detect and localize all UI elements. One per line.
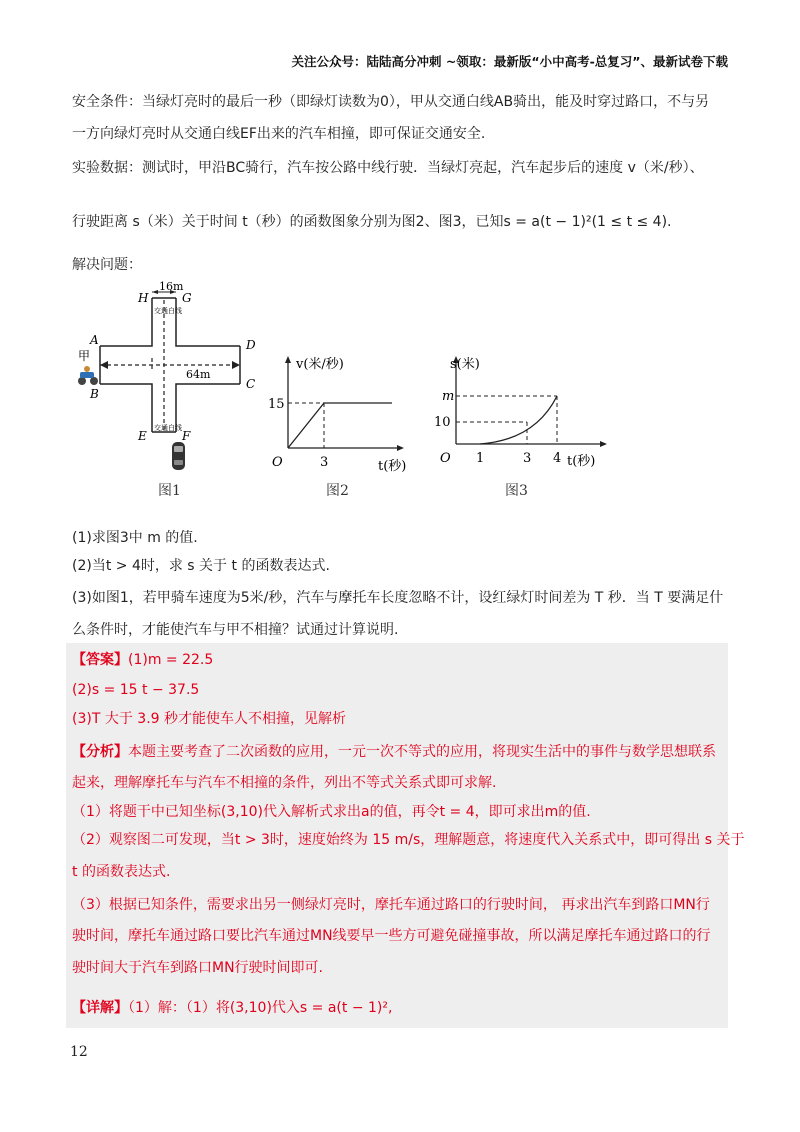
section-heading: 解决问题： bbox=[72, 257, 142, 273]
figure-3-distance-graph bbox=[430, 348, 620, 478]
fig2-x-axis-label: t(秒) bbox=[378, 459, 407, 474]
text-line: 行驶距离 s（米）关于时间 t（秒）的函数图象分别为图2、图3，已知s = a(t − 1)²(1 ≤ t ≤ 4). bbox=[72, 214, 672, 230]
question-3-line-2: 么条件时，才能使汽车与甲不相撞？试通过计算说明. bbox=[72, 622, 399, 638]
text-line: 安全条件：当绿灯亮时的最后一秒（即绿灯读数为0），甲从交通白线AB骑出，能及时穿过路口，不与另 bbox=[72, 94, 710, 110]
page-header: 关注公众号：陆陆高分冲刺 ~领取：最新版“小中高考-总复习”、最新试卷下载 bbox=[291, 54, 728, 69]
car-icon bbox=[172, 442, 185, 470]
fig1-label-G: G bbox=[182, 291, 192, 305]
figure-1-crossroad bbox=[70, 280, 270, 480]
analysis-text-2: 起来，理解摩托车与汽车不相撞的条件，列出不等式关系式即可求解. bbox=[72, 775, 497, 791]
fig2-y-tick: 15 bbox=[268, 397, 285, 412]
text-line: 实验数据：测试时，甲沿BC骑行，汽车按公路中线行驶．当绿灯亮起，汽车起步后的速度 v（米/秒）、 bbox=[72, 160, 704, 176]
fig1-label-A: A bbox=[90, 333, 99, 347]
fig3-caption: 图3 bbox=[505, 483, 528, 499]
analysis-point-1: （1）将题干中已知坐标(3,10)代入解析式求出a的值，再令t = 4，即可求出m的值. bbox=[72, 804, 591, 820]
fig2-y-axis-label: v(米/秒) bbox=[296, 357, 344, 372]
fig3-y-tick-m: m bbox=[442, 389, 455, 404]
fig1-label-F: F bbox=[182, 429, 191, 443]
detail-tag: 【详解】 bbox=[72, 1000, 128, 1016]
page-number: 12 bbox=[70, 1044, 88, 1060]
analysis-point-2b: t 的函数表达式. bbox=[72, 864, 171, 880]
answer-tag: 【答案】 bbox=[72, 652, 128, 668]
analysis-point-3a: （3）根据已知条件，需要求出另一侧绿灯亮时，摩托车通过路口的行驶时间， 再求出汽车到路口MN行 bbox=[72, 897, 710, 913]
analysis-point-3b: 驶时间，摩托车通过路口要比汽车通过MN线要早一些方可避免碰撞事故，所以满足摩托车通过路口的行 bbox=[72, 928, 711, 944]
text-line: 一方向绿灯亮时从交通白线EF出来的汽车相撞，即可保证交通安全. bbox=[72, 126, 486, 142]
question-3-line-1: (3)如图1，若甲骑车速度为5米/秒，汽车与摩托车长度忽略不计，设红绿灯时间差为 T 秒．当 T 要满足什 bbox=[72, 590, 724, 606]
fig2-caption: 图2 bbox=[326, 483, 349, 499]
fig3-y-tick-10: 10 bbox=[434, 415, 451, 430]
fig3-origin: O bbox=[440, 451, 451, 466]
fig3-x-tick-1: 1 bbox=[476, 451, 485, 466]
analysis-line-1 bbox=[72, 742, 716, 762]
fig1-label-H: H bbox=[138, 291, 149, 305]
fig1-label-D: D bbox=[246, 338, 256, 352]
fig1-top-width: 16m bbox=[159, 280, 184, 293]
answer-3: (3)T 大于 3.9 秒才能使车人不相撞，见解析 bbox=[72, 711, 346, 727]
fig3-x-axis-label: t(秒) bbox=[567, 454, 596, 469]
fig1-rider-label: 甲 bbox=[78, 349, 91, 363]
fig1-label-E: E bbox=[138, 429, 147, 443]
detail-text: （1）解：（1）将(3,10)代入s = a(t − 1)², bbox=[128, 1000, 393, 1016]
figure-2-velocity-graph bbox=[262, 348, 412, 478]
analysis-tag: 【分析】 bbox=[72, 744, 128, 760]
motorcycle-icon bbox=[78, 366, 98, 385]
fig1-caption: 图1 bbox=[158, 483, 181, 499]
detail-line bbox=[72, 998, 392, 1018]
fig1-label-B: B bbox=[90, 387, 99, 401]
answer-1: (1)m = 22.5 bbox=[128, 652, 214, 668]
fig1-white-line-top: 交通白线 bbox=[154, 307, 182, 315]
question-2: (2)当t > 4时，求 s 关于 t 的函数表达式. bbox=[72, 558, 330, 574]
fig1-white-line-bottom: 交通白线 bbox=[154, 424, 182, 432]
answer-2: (2)s = 15 t − 37.5 bbox=[72, 682, 200, 698]
fig1-span: 64m bbox=[186, 368, 211, 381]
analysis-text-1: 本题主要考查了二次函数的应用，一元一次不等式的应用，将现实生活中的事件与数学思想联系 bbox=[128, 744, 716, 760]
analysis-point-3c: 驶时间大于汽车到路口MN行驶时间即可. bbox=[72, 960, 324, 976]
fig1-label-C: C bbox=[246, 377, 256, 391]
question-1: (1)求图3中 m 的值. bbox=[72, 530, 198, 546]
analysis-point-2a: （2）观察图二可发现，当t > 3时，速度始终为 15 m/s，理解题意，将速度代入关系式中，即可得出 s 关于 bbox=[72, 832, 745, 848]
fig2-x-tick: 3 bbox=[320, 455, 329, 470]
answer-line-1 bbox=[72, 650, 213, 670]
fig3-x-tick-4: 4 bbox=[553, 451, 562, 466]
fig2-origin: O bbox=[272, 455, 283, 470]
fig3-y-axis-label: s(米) bbox=[450, 357, 480, 372]
fig3-x-tick-3: 3 bbox=[523, 451, 532, 466]
